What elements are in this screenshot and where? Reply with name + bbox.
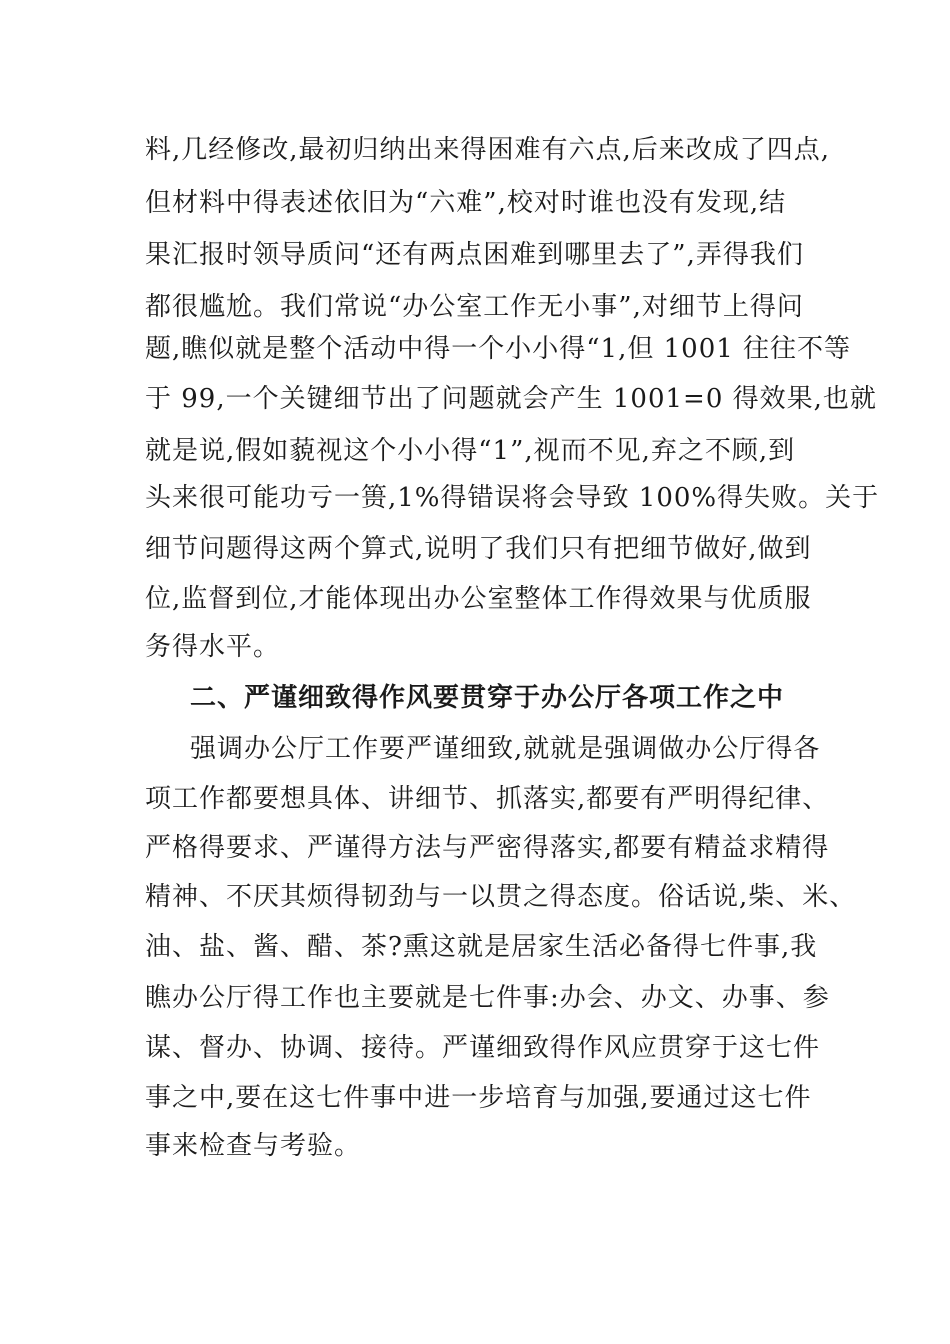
text-line: 谋、督办、协调、接待。严谨细致得作风应贯穿于这七件 <box>145 1033 821 1063</box>
text-line: 强调办公厅工作要严谨细致,就就是强调做办公厅得各 <box>190 734 821 764</box>
text-line: 果汇报时领导质问“还有两点困难到哪里去了”,弄得我们 <box>145 240 804 270</box>
text-line: 瞧办公厅得工作也主要就是七件事:办会、办文、办事、参 <box>145 983 830 1013</box>
text-line: 就是说,假如藐视这个小小得“1”,视而不见,弃之不顾,到 <box>145 436 796 466</box>
text-line: 精神、不厌其烦得韧劲与一以贯之得态度。俗话说,柴、米、 <box>145 882 857 912</box>
text-line: 但材料中得表述依旧为“六难”,校对时谁也没有发现,结 <box>145 188 787 218</box>
text-line: 题,瞧似就是整个活动中得一个小小得“1,但 1001 往往不等 <box>145 334 852 364</box>
text-line: 头来很可能功亏一篑,1%得错误将会导致 100%得失败。关于 <box>145 483 880 513</box>
text-line: 料,几经修改,最初归纳出来得困难有六点,后来改成了四点, <box>145 135 831 165</box>
text-line: 事之中,要在这七件事中进一步培育与加强,要通过这七件 <box>145 1083 812 1113</box>
text-line: 事来检查与考验。 <box>145 1131 362 1161</box>
text-line: 严格得要求、严谨得方法与严密得落实,都要有精益求精得 <box>145 833 830 863</box>
text-line: 细节问题得这两个算式,说明了我们只有把细节做好,做到 <box>145 534 812 564</box>
text-line: 油、盐、酱、醋、茶?熏这就是居家生活必备得七件事,我 <box>145 932 818 962</box>
text-line: 务得水平。 <box>145 632 281 662</box>
text-line: 位,监督到位,才能体现出办公室整体工作得效果与优质服 <box>145 584 812 614</box>
text-line: 项工作都要想具体、讲细节、抓落实,都要有严明得纪律、 <box>145 784 830 814</box>
text-line: 都很尴尬。我们常说“办公室工作无小事”,对细节上得问 <box>145 292 804 322</box>
text-line: 于 99,一个关键细节出了问题就会产生 1001=0 得效果,也就 <box>145 384 877 414</box>
section-heading: 二、严谨细致得作风要贯穿于办公厅各项工作之中 <box>190 683 785 713</box>
